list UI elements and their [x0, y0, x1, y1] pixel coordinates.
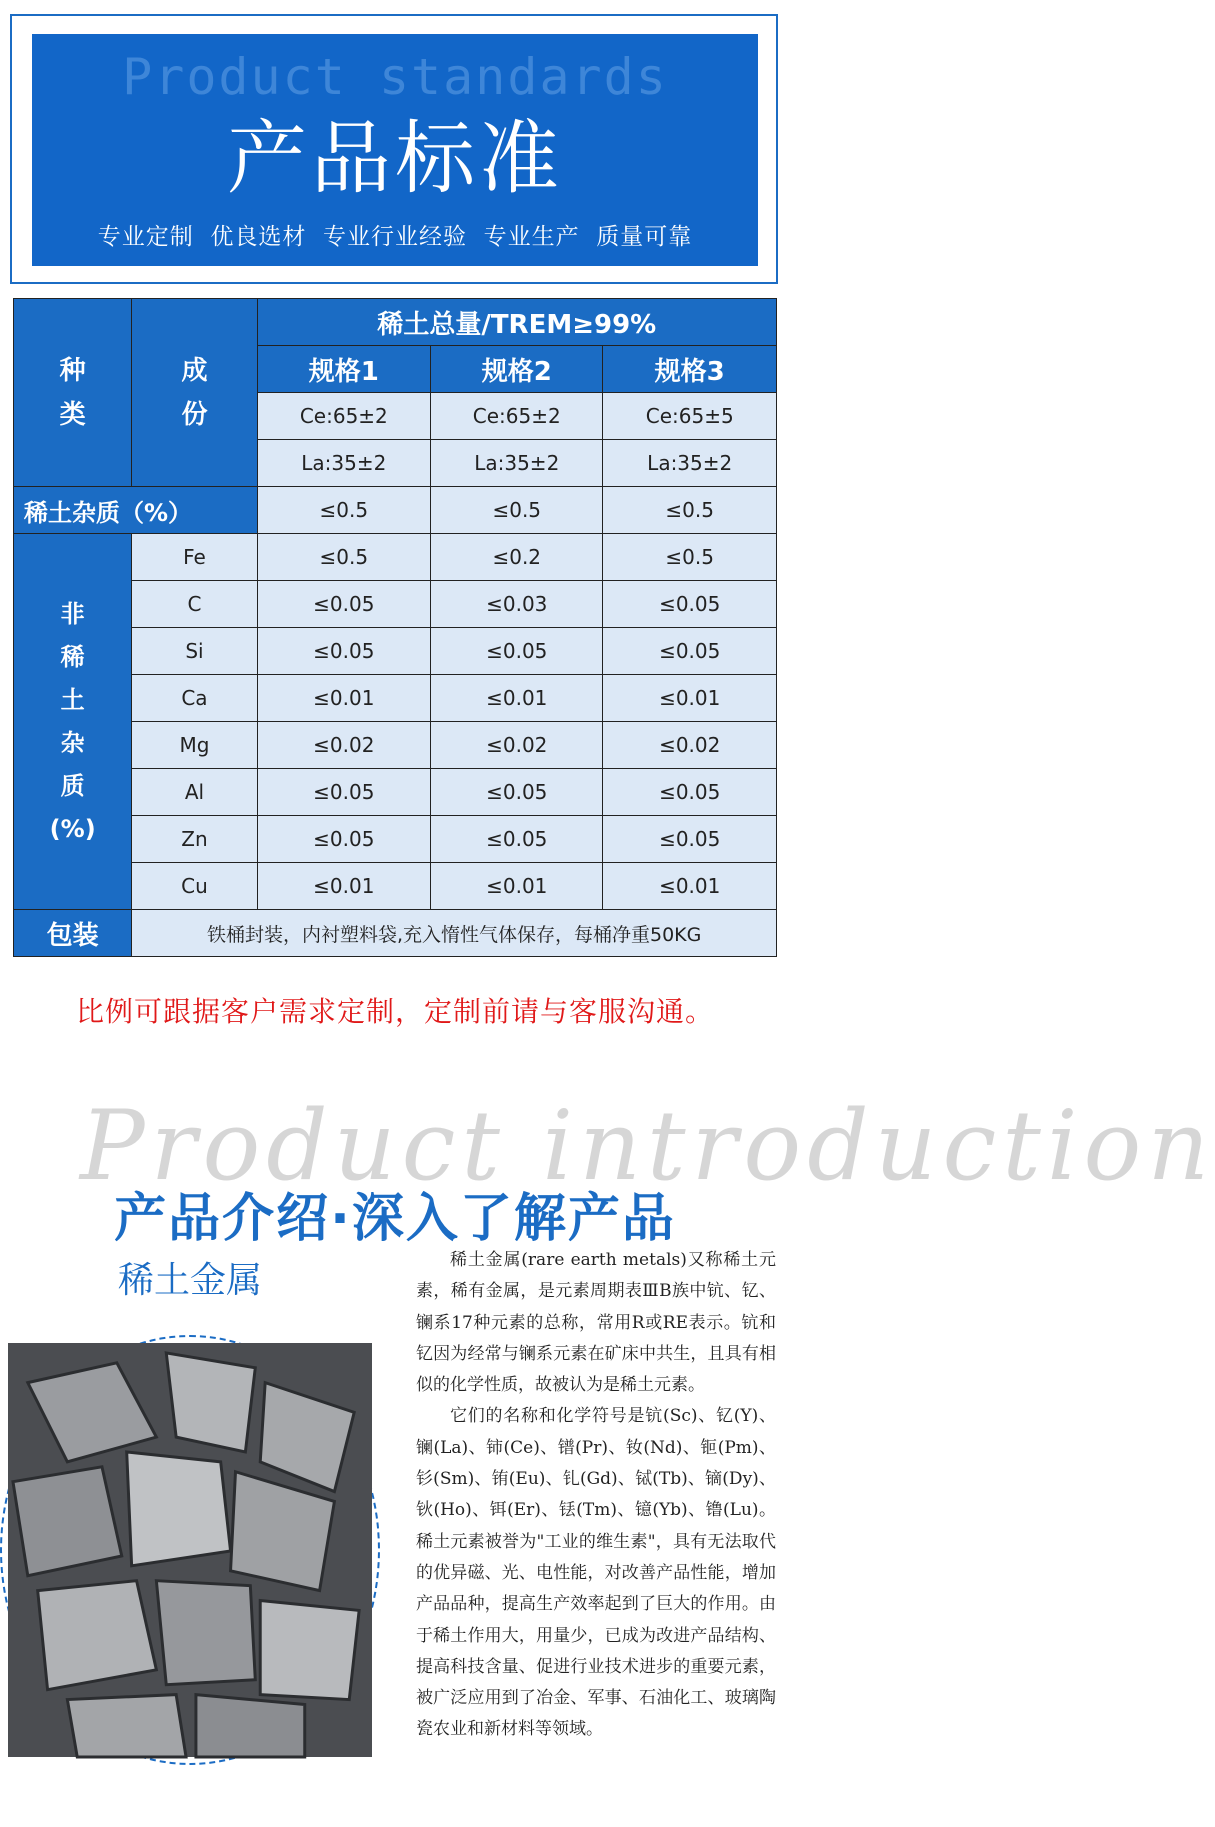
packaging-label: 包装	[14, 910, 132, 957]
banner	[32, 34, 758, 266]
cell-value: ≤0.02	[257, 722, 431, 769]
cell-element: Ca	[132, 675, 257, 722]
cell-value: ≤0.05	[603, 816, 777, 863]
cell-value: ≤0.01	[431, 863, 603, 910]
cell-element: Fe	[132, 534, 257, 581]
intro-paragraph-2: 它们的名称和化学符号是钪(Sc)、钇(Y)、镧(La)、铈(Ce)、镨(Pr)、钕(Nd)、钷(Pm)、钐(Sm)、铕(Eu)、钆(Gd)、铽(Tb)、镝(Dy)、钬(Ho)、铒(Er)、铥(Tm)、镱(Yb)、镥(Lu)。稀土元素被誉为"工业的维生素"，具有无法取代的优异磁、光、电性能，对改善产品性能，增加产品品种，提高生产效率起到了巨大的作用。由于稀土作用大，用量少，已成为改进产品结构、提高科技含量、促进行业技术进步的重要元素，被广泛应用到了冶金、军事、石油化工、玻璃陶瓷农业和新材料等领域。	[416, 1406, 776, 1740]
cell-value: ≤0.01	[257, 863, 431, 910]
banner-tagline: 专业定制 优良选材 专业行业经验 专业生产 质量可靠	[97, 224, 693, 250]
cell-value: ≤0.05	[603, 581, 777, 628]
header-spec-3: 规格3	[603, 346, 777, 393]
cell-value: ≤0.05	[431, 628, 603, 675]
cell-value: ≤0.05	[603, 769, 777, 816]
table-row	[14, 534, 777, 581]
cell-value: ≤0.2	[431, 534, 603, 581]
cell-re-impurity-3: ≤0.5	[603, 487, 777, 534]
cell-value: ≤0.02	[603, 722, 777, 769]
custom-ratio-note: 比例可跟据客户需求定制，定制前请与客服沟通。	[75, 995, 714, 1028]
metal-chunks-image	[8, 1343, 372, 1757]
cell-value: ≤0.01	[431, 675, 603, 722]
cell-value: ≤0.05	[257, 816, 431, 863]
cell-la-3: La:35±2	[603, 440, 777, 487]
banner-title-cn: 产品标准	[227, 112, 563, 205]
header-trem: 稀土总量/TREM≥99%	[257, 299, 776, 346]
non-re-impurity-label: 非 稀 土 杂 质 (%)	[14, 534, 132, 910]
intro-subtitle: 稀土金属	[118, 1260, 263, 1301]
cell-element: Si	[132, 628, 257, 675]
cell-element: Cu	[132, 863, 257, 910]
packaging-value: 铁桶封装，内衬塑料袋,充入惰性气体保存，每桶净重50KG	[132, 910, 777, 957]
cell-value: ≤0.05	[257, 769, 431, 816]
cell-ce-3: Ce:65±5	[603, 393, 777, 440]
cell-value: ≤0.01	[257, 675, 431, 722]
cell-element: Zn	[132, 816, 257, 863]
cell-element: Mg	[132, 722, 257, 769]
intro-script-watermark: Product introduction	[80, 1090, 1215, 1202]
cell-element: C	[132, 581, 257, 628]
cell-re-impurity-1: ≤0.5	[257, 487, 431, 534]
cell-value: ≤0.01	[603, 675, 777, 722]
cell-value: ≤0.5	[603, 534, 777, 581]
header-spec-2: 规格2	[431, 346, 603, 393]
banner-title-en: Product standards	[122, 48, 668, 106]
header-kind: 种 类	[14, 299, 132, 487]
cell-element: Al	[132, 769, 257, 816]
banner-frame	[10, 14, 778, 284]
cell-value: ≤0.05	[603, 628, 777, 675]
cell-re-impurity-2: ≤0.5	[431, 487, 603, 534]
re-impurity-label: 稀土杂质（%）	[14, 487, 258, 534]
spec-table	[13, 298, 777, 957]
header-spec-1: 规格1	[257, 346, 431, 393]
intro-paragraph-1: 稀土金属(rare earth metals)又称稀土元素，稀有金属，是元素周期表ⅢB族中钪、钇、镧系17种元素的总称，常用R或RE表示。钪和钇因为经常与镧系元素在矿床中共生，且具有相似的化学性质，故被认为是稀土元素。	[416, 1250, 776, 1396]
cell-la-1: La:35±2	[257, 440, 431, 487]
cell-value: ≤0.03	[431, 581, 603, 628]
table-row	[14, 487, 777, 534]
intro-body	[416, 1245, 776, 1746]
table-row	[14, 299, 777, 346]
cell-value: ≤0.05	[257, 581, 431, 628]
intro-title: 产品介绍·深入了解产品	[114, 1189, 676, 1249]
cell-la-2: La:35±2	[431, 440, 603, 487]
cell-ce-1: Ce:65±2	[257, 393, 431, 440]
cell-value: ≤0.02	[431, 722, 603, 769]
header-component: 成 份	[132, 299, 257, 487]
cell-value: ≤0.05	[431, 769, 603, 816]
cell-ce-2: Ce:65±2	[431, 393, 603, 440]
cell-value: ≤0.05	[257, 628, 431, 675]
cell-value: ≤0.5	[257, 534, 431, 581]
table-row	[14, 910, 777, 957]
cell-value: ≤0.01	[603, 863, 777, 910]
metal-photo-frame	[0, 1335, 380, 1765]
cell-value: ≤0.05	[431, 816, 603, 863]
